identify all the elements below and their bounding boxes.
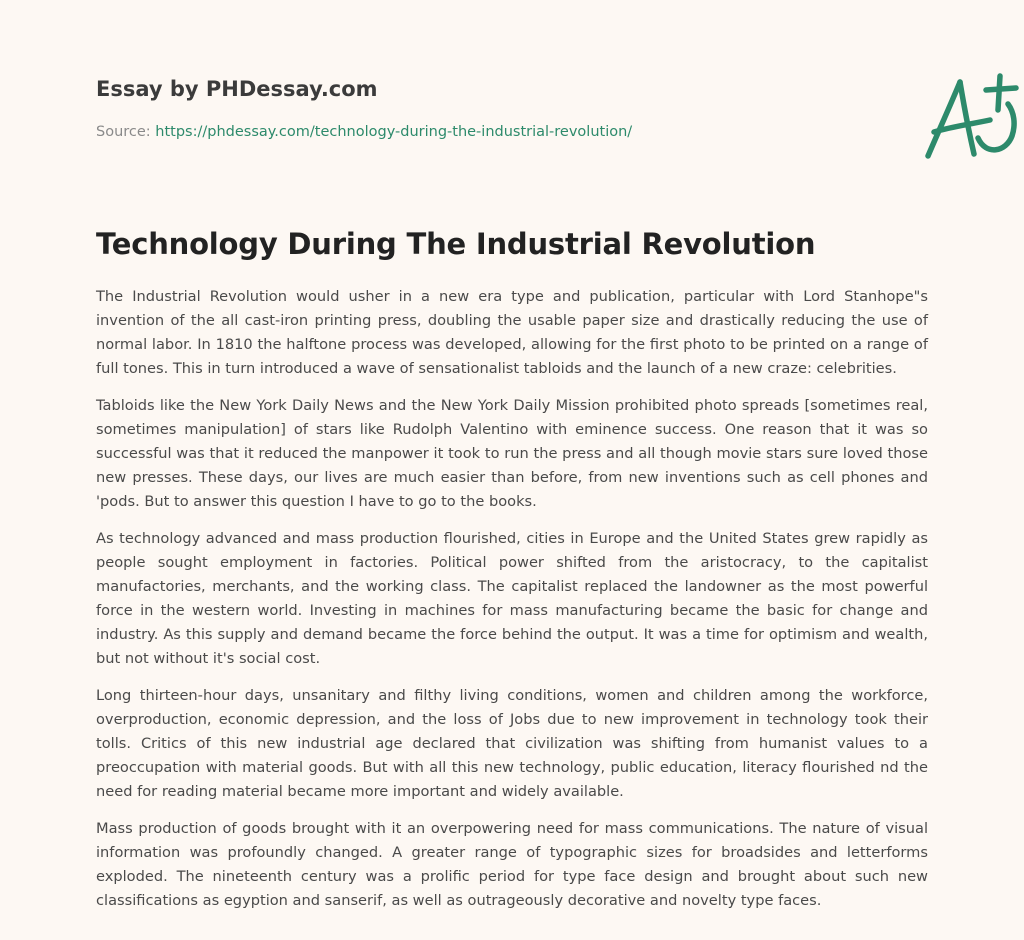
source-line <box>96 124 632 140</box>
article-paragraph: Mass production of goods brought with it an overpowering need for mass communications. The nature of visual information was profoundly changed. A greater range of typographic sizes for broadsides and letterforms exploded. The nineteenth century was a prolific period for type face design and brought about such new classifications as egyption and sanserif, as well as outrageously decorative and novelty type faces. <box>96 820 928 909</box>
article-body <box>96 285 928 926</box>
source-link[interactable]: https://phdessay.com/technology-during-the-industrial-revolution/ <box>155 124 633 140</box>
article-paragraph: The Industrial Revolution would usher in a new era type and publication, particular with Lord Stanhope"s invention of the all cast-iron printing press, doubling the usable paper size and drastically reducing the use of normal labor. In 1810 the halftone process was developed, allowing for the first photo to be printed on a range of full tones. This in turn introduced a wave of sensationalist tabloids and the launch of a new craze: celebrities. <box>96 288 928 377</box>
article-paragraph: As technology advanced and mass production flourished, cities in Europe and the United States grew rapidly as people sought employment in factories. Political power shifted from the aristocracy, to the capitalist manufactories, merchants, and the working class. The capitalist replaced the landowner as the most powerful force in the western world. Investing in machines for mass manufacturing became the basic for change and industry. As this supply and demand became the force behind the output. It was a time for optimism and wealth, but not without it's social cost. <box>96 530 928 667</box>
source-label: Source: <box>96 124 156 140</box>
a-plus-logo-icon <box>916 66 1024 166</box>
article-paragraph: Long thirteen-hour days, unsanitary and filthy living conditions, women and children among the workforce, overproduction, economic depression, and the loss of Jobs due to new improvement in technology took their tolls. Critics of this new industrial age declared that civilization was shifting from humanist values to a preoccupation with material goods. But with all this new technology, public education, literacy flourished nd the need for reading material became more important and widely available. <box>96 687 928 800</box>
site-brand: Essay by PHDessay.com <box>96 77 378 101</box>
article-paragraph: Tabloids like the New York Daily News and the New York Daily Mission prohibited photo spreads [sometimes real, sometimes manipulation] of stars like Rudolph Valentino with eminence success. One reason that it was so successful was that it reduced the manpower it took to run the press and all though movie stars sure loved those new presses. These days, our lives are much easier than before, from new inventions such as cell phones and 'pods. But to answer this question I have to go to the books. <box>96 397 928 510</box>
article-title: Technology During The Industrial Revolution <box>96 227 816 261</box>
